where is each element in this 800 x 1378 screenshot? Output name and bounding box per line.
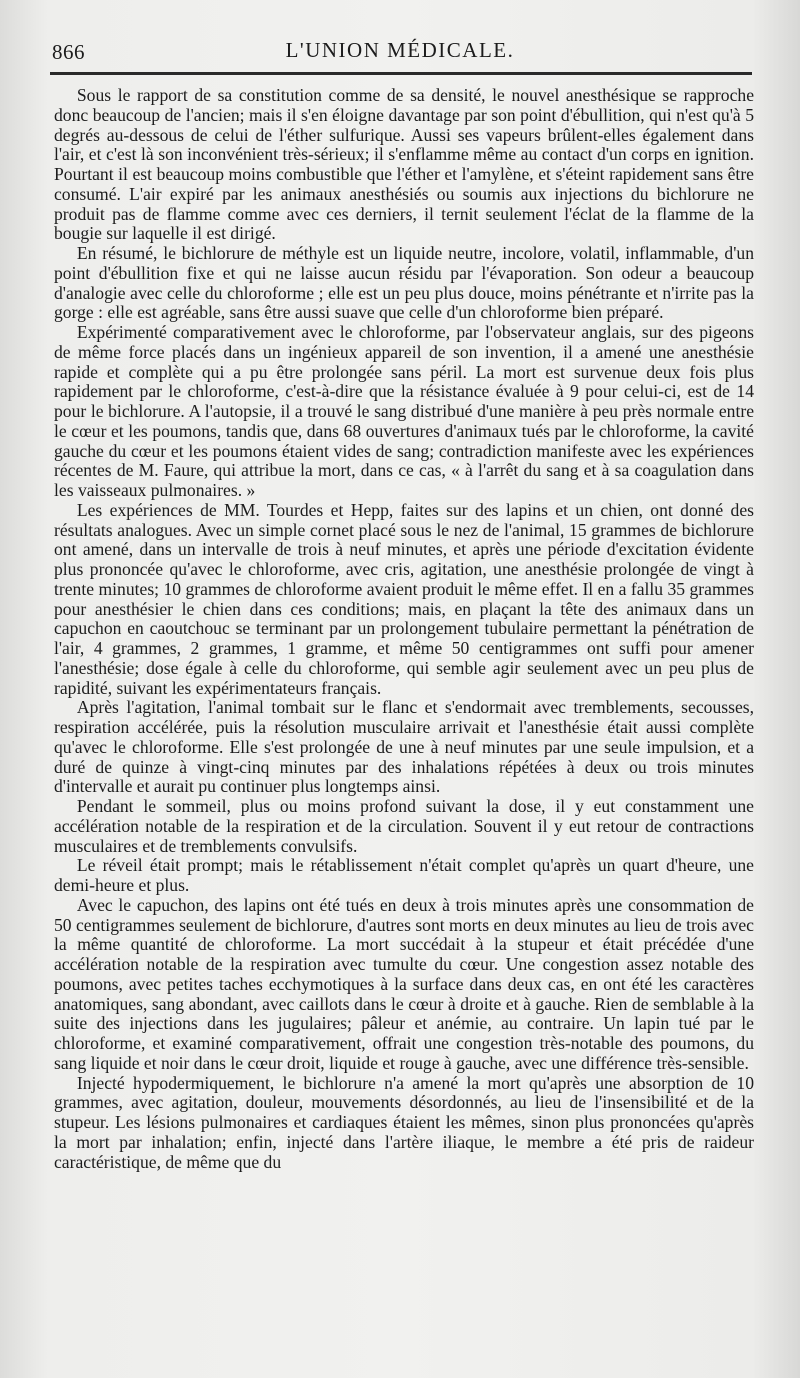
page-header bbox=[0, 28, 800, 68]
running-title: L'UNION MÉDICALE. bbox=[285, 38, 515, 62]
paragraph: Injecté hypodermiquement, le bichlorure n'a amené la mort qu'après une absorption de 10 grammes, avec agitation, douleur, mouvements désordonnés, au lieu de l'insensibilité et de la stupeur. Les lésions pulmonaires et cardiaques étaient les mêmes, sinon plus prononcées qu'après la mort par inhalation; enfin, injecté dans l'artère iliaque, le membre a été pris de raideur caractéristique, de même que du bbox=[54, 1072, 754, 1172]
paragraph: Après l'agitation, l'animal tombait sur le flanc et s'endormait avec tremblements, secousses, respiration accélérée, puis la résolution musculaire arrivait et l'anesthésie était aussi complète qu'avec le chloroforme. Elle s'est prolongée de une à neuf minutes par une seule impulsion, et a duré de quinze à vingt-cinq minutes par des inhalations répétées à deux ou trois minutes d'intervalle et aurait pu continuer plus longtemps ainsi. bbox=[54, 697, 754, 797]
article-body bbox=[54, 86, 754, 1172]
paragraph: Pendant le sommeil, plus ou moins profond suivant la dose, il y eut constamment une accélération notable de la respiration et de la circulation. Souvent il y eut retour de contractions musculaires et de tremblements convulsifs. bbox=[54, 796, 754, 856]
paragraph: En résumé, le bichlorure de méthyle est un liquide neutre, incolore, volatil, inflammable, d'un point d'ébullition fixe et qui ne laisse aucun résidu par l'évaporation. Son odeur a beaucoup d'analogie avec celle du chloroforme ; elle est un peu plus douce, moins pénétrante et n'irrite pas la gorge : elle est agréable, sans être aussi suave que celle d'un chloroforme bien préparé. bbox=[54, 243, 754, 323]
header-rule bbox=[50, 72, 752, 75]
paragraph: Les expériences de MM. Tourdes et Hepp, faites sur des lapins et un chien, ont donné des résultats analogues. Avec un simple cornet placé sous le nez de l'animal, 15 grammes de bichlorure ont amené, dans un intervalle de trois à neuf minutes, et après une période d'excitation évidente plus prononcée qu'avec le chloroforme, avec cris, agitation, une anesthésie prolongée de vingt à trente minutes; 10 grammes de chloroforme avaient produit le même effet. Il en a fallu 35 grammes pour anesthésier le chien dans ces conditions; mais, en plaçant la tête des animaux dans un capuchon en caoutchouc se terminant par un prolongement tubulaire permettant la pénétration de l'air, 4 grammes, 2 grammes, 1 gramme, et même 50 centigrammes ont suffi pour amener l'anesthésie; dose égale à celle du chloroforme, qui semble agir seulement avec un peu plus de rapidité, suivant les expérimentateurs français. bbox=[54, 499, 754, 698]
paragraph: Avec le capuchon, des lapins ont été tués en deux à trois minutes après une consommation de 50 centigrammes seulement de bichlorure, d'autres sont morts en deux minutes au lieu de trois avec la même quantité de chloroforme. La mort succédait à la stupeur et était précédée d'une accélération notable de la respiration avec tumulte du cœur. Une congestion assez notable des poumons, avec petites taches ecchymotiques à la surface dans deux cas, en ont été les caractères anatomiques, sang abondant, avec caillots dans le cœur à droite et à gauche. Rien de semblable à la suite des injections dans les jugulaires; pâleur et anémie, au contraire. Un lapin tué par le chloroforme, et examiné comparativement, offrait une congestion très-notable des poumons, du sang liquide et noir dans le cœur droit, liquide et rouge à gauche, avec une différence très-sensible. bbox=[54, 894, 754, 1073]
paragraph: Sous le rapport de sa constitution comme de sa densité, le nouvel anesthésique se rapproche donc beaucoup de l'ancien; mais il s'en éloigne davantage par son point d'ébullition, qui n'est qu'à 5 degrés au-dessous de celui de l'éther sulfurique. Aussi ses vapeurs brûlent-elles également dans l'air, et c'est là son inconvénient très-sérieux; il s'enflamme même au contact d'un corps en ignition. Pourtant il est beaucoup moins combustible que l'éther et l'amylène, et s'éteint rapidement sans être consumé. L'air expiré par les animaux anesthésiés ou soumis aux injections du bichlorure ne produit pas de flamme comme avec ces derniers, il ternit seulement l'éclat de la flamme de la bougie sur laquelle il est dirigé. bbox=[54, 85, 754, 244]
page-number: 866 bbox=[52, 40, 85, 64]
paragraph: Le réveil était prompt; mais le rétablissement n'était complet qu'après un quart d'heure, une demi-heure et plus. bbox=[54, 855, 754, 895]
paragraph: Expérimenté comparativement avec le chloroforme, par l'observateur anglais, sur des pigeons de même force placés dans un ingénieux appareil de son invention, il a amené une anesthésie rapide et complète qui a pu être prolongée sans péril. La mort est survenue deux fois plus rapidement par le chloroforme, c'est-à-dire que la résistance évaluée à 9 pour celui-ci, est de 14 pour le bichlorure. A l'autopsie, il a trouvé le sang distribué d'une manière à peu près normale entre le cœur et les poumons, tandis que, dans 68 ouvertures d'animaux tués par le chloroforme, la cavité gauche du cœur et les poumons étaient vides de sang; contradiction manifeste avec les expériences récentes de M. Faure, qui attribue la mort, dans ce cas, « à l'arrêt du sang et à sa coagulation dans les vaisseaux pulmonaires. » bbox=[54, 322, 754, 500]
